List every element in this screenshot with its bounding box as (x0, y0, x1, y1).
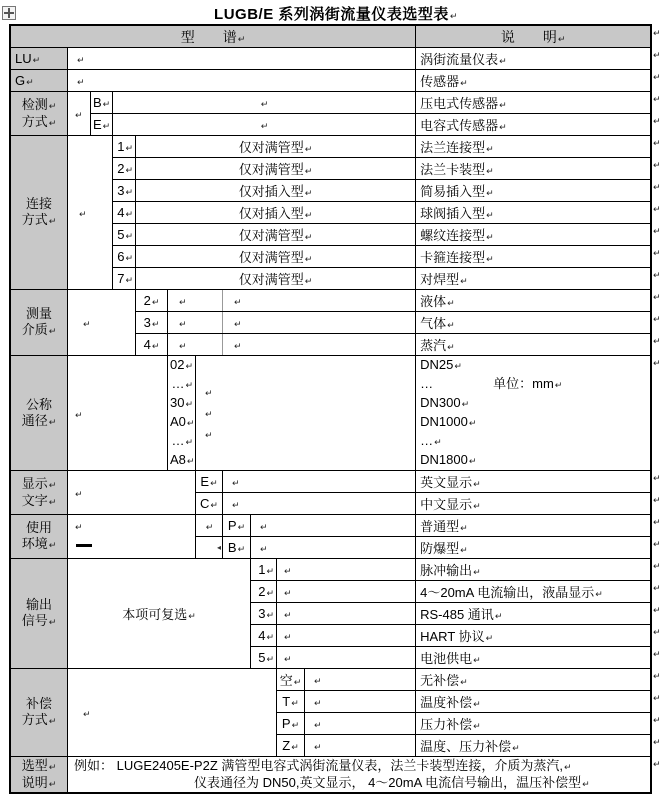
description-cell: 液体↵ (416, 290, 651, 312)
description-cell: 温度补偿↵ (416, 691, 651, 713)
code-cell: 仅对插入型↵ (136, 180, 416, 202)
paragraph-mark-icon: ↵ (260, 522, 268, 532)
paragraph-mark-icon: ↵ (185, 361, 194, 371)
code-cell: C↵ (196, 493, 223, 515)
table-row-shuchu-0 (11, 559, 651, 581)
row-end-mark-icon: ↵ (653, 759, 661, 769)
description-cell: 压电式传感器↵ (416, 92, 651, 114)
paragraph-mark-icon: ↵ (595, 589, 603, 599)
paragraph-mark-icon: ↵ (205, 387, 213, 398)
paragraph-mark-icon: ↵ (473, 699, 481, 709)
paragraph-mark-icon: ↵ (232, 478, 240, 488)
table-row-lianjie-0 (11, 136, 651, 158)
paragraph-mark-icon: ↵ (291, 742, 299, 752)
paragraph-mark-icon: ↵ (314, 698, 322, 708)
page-title (0, 3, 672, 24)
description-cell: 蒸汽↵ (416, 334, 651, 356)
code-cell: 5↵ (251, 647, 277, 669)
paragraph-mark-icon: ↵ (185, 399, 194, 409)
code-cell: 仅对满管型↵ (136, 158, 416, 180)
paragraph-mark-icon: ↵ (314, 720, 322, 730)
code-cell: P↵ (277, 713, 305, 735)
paragraph-mark-icon: ↵ (291, 698, 299, 708)
format-mark-cell (113, 92, 416, 114)
description-cell: RS-485 通讯↵ (416, 603, 651, 625)
paragraph-mark-icon: ↵ (48, 540, 57, 550)
paragraph-mark-icon: ↵ (102, 121, 111, 131)
row-label: 补偿 方式↵ (11, 669, 68, 757)
code-cell: 仅对插入型↵ (136, 202, 416, 224)
description-cell: 涡街流量仪表↵ (416, 48, 651, 70)
paragraph-mark-icon: ↵ (125, 231, 133, 241)
row-end-mark-icon: ↵ (653, 28, 661, 38)
paragraph-mark-icon: ↵ (185, 380, 193, 390)
paragraph-mark-icon: ↵ (186, 418, 195, 428)
paragraph-mark-icon: ↵ (512, 743, 520, 753)
paragraph-mark-icon: ↵ (48, 326, 57, 336)
table-row-xuanxing-0 (11, 757, 651, 793)
row-end-mark-icon: ↵ (653, 182, 661, 192)
paragraph-mark-icon: ↵ (291, 720, 300, 730)
description-cell: 传感器↵ (416, 70, 651, 92)
row-end-mark-icon: ↵ (653, 204, 661, 214)
description-cell: 无补偿↵ (416, 669, 651, 691)
format-mark-cell (196, 515, 223, 537)
code-cell: 4↵ (113, 202, 136, 224)
paragraph-mark-icon: ↵ (125, 165, 133, 175)
row-end-mark-icon: ↵ (653, 473, 661, 483)
row-end-mark-icon: ↵ (653, 358, 661, 368)
paragraph-mark-icon: ↵ (304, 166, 313, 176)
paragraph-mark-icon: ↵ (205, 429, 213, 440)
paragraph-mark-icon: ↵ (125, 275, 133, 285)
row-end-mark-icon: ↵ (653, 495, 661, 505)
code-cell: 3↵ (136, 312, 168, 334)
paragraph-mark-icon: ↵ (205, 408, 213, 419)
format-mark-cell (68, 290, 136, 356)
paragraph-mark-icon: ↵ (557, 33, 566, 44)
paragraph-mark-icon: ↵ (151, 341, 160, 351)
description-cell: 卡箍连接型↵ (416, 246, 651, 268)
paragraph-mark-icon: ↵ (125, 209, 133, 219)
code-cell: 4↵ (251, 625, 277, 647)
format-mark-cell (223, 471, 416, 493)
paragraph-mark-icon: ↵ (485, 633, 494, 643)
table-row-lu-0 (11, 48, 651, 70)
paragraph-mark-icon: ↵ (314, 676, 322, 686)
paragraph-mark-icon: ↵ (48, 416, 57, 427)
paragraph-mark-icon: ↵ (77, 55, 85, 65)
format-mark-cell (68, 48, 416, 70)
paragraph-mark-icon: ↵ (77, 77, 85, 87)
paragraph-mark-icon: ↵ (499, 122, 507, 132)
paragraph-mark-icon: ↵ (266, 588, 274, 598)
code-cell: 2↵ (136, 290, 168, 312)
paragraph-mark-icon: ↵ (284, 566, 292, 576)
paragraph-mark-icon: ↵ (486, 254, 494, 264)
code-cell: 2↵ (113, 158, 136, 180)
row-end-mark-icon: ↵ (653, 715, 661, 725)
paragraph-mark-icon: ↵ (284, 610, 292, 620)
paragraph-mark-icon: ↵ (486, 166, 494, 176)
description-cell: 脉冲输出↵ (416, 559, 651, 581)
format-mark-cell (68, 471, 196, 515)
description-cell: 普通型↵ (416, 515, 651, 537)
paragraph-mark-icon: ↵ (125, 187, 133, 197)
paragraph-mark-icon: ↵ (564, 761, 572, 772)
paragraph-mark-icon: ↵ (266, 632, 274, 642)
format-mark-cell (251, 537, 416, 559)
paragraph-mark-icon: ↵ (304, 254, 313, 264)
table-row-buchang-0 (11, 669, 651, 691)
paragraph-mark-icon: ↵ (48, 496, 57, 507)
paragraph-mark-icon: ↵ (460, 78, 468, 88)
paragraph-mark-icon: ↵ (494, 611, 503, 621)
format-mark-cell (68, 136, 113, 290)
paragraph-mark-icon: ↵ (75, 522, 83, 532)
format-mark-cell (68, 92, 91, 136)
table-row-jiezhi-0 (11, 290, 651, 312)
paragraph-mark-icon: ↵ (48, 100, 57, 111)
format-mark-cell (277, 581, 416, 603)
row-label: 使用 环境↵ (11, 515, 68, 559)
format-mark-cell (305, 691, 416, 713)
description-cell: 对焊型↵ (416, 268, 651, 290)
table-row-g-0 (11, 70, 651, 92)
row-end-mark-icon: ↵ (653, 561, 661, 571)
paragraph-mark-icon: ↵ (266, 566, 274, 576)
row-end-mark-icon: ↵ (653, 671, 661, 681)
paragraph-mark-icon: ↵ (434, 437, 442, 447)
row-end-mark-icon: ↵ (653, 292, 661, 302)
code-cell: B↵ (223, 537, 251, 559)
code-cell: 2↵ (251, 581, 277, 603)
description-cell: 电池供电↵ (416, 647, 651, 669)
row-label: 输出 信号↵ (11, 559, 68, 669)
description-cell: 电容式传感器↵ (416, 114, 651, 136)
format-mark-cell (277, 603, 416, 625)
table-row-jiance-1 (11, 114, 651, 136)
dash-mark-icon (76, 544, 92, 547)
table-row-shiyong-0 (11, 515, 651, 537)
description-cell: 压力补偿↵ (416, 713, 651, 735)
row-end-mark-icon: ↵ (653, 693, 661, 703)
paragraph-mark-icon: ↵ (304, 144, 313, 154)
paragraph-mark-icon: ↵ (210, 478, 218, 488)
paragraph-mark-icon: ↵ (210, 500, 218, 510)
paragraph-mark-icon: ↵ (79, 209, 87, 219)
paragraph-mark-icon: ↵ (293, 677, 302, 687)
paragraph-mark-icon: ↵ (102, 99, 111, 109)
paragraph-mark-icon: ↵ (473, 567, 481, 577)
paragraph-mark-icon: ↵ (486, 232, 494, 242)
paragraph-mark-icon: ↵ (179, 319, 187, 329)
paragraph-mark-icon: ↵ (460, 276, 468, 286)
paragraph-mark-icon: ↵ (125, 253, 133, 263)
paragraph-mark-icon: ↵ (284, 632, 292, 642)
description-cell: 法兰卡装型↵ (416, 158, 651, 180)
format-mark-cell (196, 356, 416, 471)
paragraph-mark-icon: ↵ (468, 456, 477, 466)
row-end-mark-icon: ↵ (653, 160, 661, 170)
format-mark-cell (68, 356, 168, 471)
paragraph-mark-icon: ↵ (460, 545, 468, 555)
code-cell: 6↵ (113, 246, 136, 268)
format-mark-cell (305, 713, 416, 735)
paragraph-mark-icon: ↵ (48, 117, 57, 128)
paragraph-mark-icon: ↵ (205, 522, 214, 532)
code-cell: 空↵ (277, 669, 305, 691)
paragraph-mark-icon: ↵ (314, 742, 322, 752)
paragraph-mark-icon: ↵ (260, 99, 269, 109)
paragraph-mark-icon: ↵ (473, 479, 481, 489)
paragraph-mark-icon: ↵ (151, 297, 160, 307)
paragraph-mark-icon: ↵ (447, 342, 455, 352)
format-mark-cell (277, 625, 416, 647)
paragraph-mark-icon: ↵ (304, 188, 313, 198)
paragraph-mark-icon: ↵ (48, 716, 57, 726)
code-cell: 1↵ (113, 136, 136, 158)
paragraph-mark-icon: ↵ (48, 778, 57, 789)
code-cell: 3↵ (113, 180, 136, 202)
description-cell: 防爆型↵ (416, 537, 651, 559)
code-cell: P↵ (223, 515, 251, 537)
description-cell: 法兰连接型↵ (416, 136, 651, 158)
format-mark-cell (223, 312, 416, 334)
code-cell: 仅对满管型↵ (136, 246, 416, 268)
code-cell: T↵ (277, 691, 305, 713)
paragraph-mark-icon: ↵ (468, 418, 477, 428)
row-end-mark-icon: ↵ (653, 649, 661, 659)
row-label: 说 明↵ (416, 26, 651, 48)
row-label: 检测↵ 方式↵ (11, 92, 68, 136)
paragraph-mark-icon: ↵ (554, 380, 563, 390)
format-mark-cell (68, 70, 416, 92)
paragraph-mark-icon: ↵ (447, 298, 455, 308)
format-mark-cell: ◂ (196, 537, 223, 559)
paragraph-mark-icon: ↵ (473, 721, 481, 731)
paragraph-mark-icon: ↵ (260, 121, 269, 131)
paragraph-mark-icon: ↵ (260, 544, 268, 554)
selection-table (10, 25, 651, 793)
description-cell: 球阀插入型↵ (416, 202, 651, 224)
paragraph-mark-icon: ↵ (284, 588, 292, 598)
paragraph-mark-icon: ↵ (186, 456, 195, 466)
paragraph-mark-icon: ↵ (151, 319, 160, 329)
row-end-mark-icon: ↵ (653, 627, 661, 637)
paragraph-mark-icon: ↵ (75, 489, 83, 499)
paragraph-mark-icon: ↵ (234, 341, 242, 351)
paragraph-mark-icon: ↵ (460, 677, 468, 687)
paragraph-mark-icon: ↵ (266, 610, 274, 620)
row-label: 型 谱↵ (11, 26, 416, 48)
paragraph-mark-icon: ↵ (48, 479, 57, 490)
paragraph-mark-icon: ↵ (473, 501, 481, 511)
paragraph-mark-icon: ↵ (449, 11, 458, 21)
paragraph-mark-icon: ↵ (179, 341, 187, 351)
paragraph-mark-icon: ↵ (83, 709, 91, 719)
format-mark-cell (277, 647, 416, 669)
row-label: 测量 介质↵ (11, 290, 68, 356)
paragraph-mark-icon: ↵ (234, 319, 242, 329)
paragraph-mark-icon: ↵ (486, 188, 494, 198)
paragraph-mark-icon: ↵ (499, 56, 507, 66)
row-end-mark-icon: ↵ (653, 539, 661, 549)
code-cell: 仅对满管型↵ (136, 136, 416, 158)
code-cell: 02↵ …↵ 30↵ A0↵ …↵ A8↵ (168, 356, 196, 471)
description-cell: 螺纹连接型↵ (416, 224, 651, 246)
paragraph-mark-icon: ↵ (48, 617, 57, 627)
row-end-mark-icon: ↵ (653, 737, 661, 747)
paragraph-mark-icon: ↵ (75, 110, 83, 120)
format-mark-cell (305, 735, 416, 757)
row-end-mark-icon: ↵ (653, 138, 661, 148)
paragraph-mark-icon: ↵ (582, 778, 590, 789)
paragraph-mark-icon: ↵ (26, 77, 34, 87)
paragraph-mark-icon: ↵ (188, 611, 196, 621)
paragraph-mark-icon: ↵ (125, 143, 133, 153)
format-mark-cell (168, 334, 223, 356)
row-end-mark-icon: ↵ (653, 314, 661, 324)
selection-table-wrapper (9, 24, 652, 794)
description-cell: 英文显示↵ (416, 471, 651, 493)
code-cell: 4↵ (136, 334, 168, 356)
format-mark-cell (223, 493, 416, 515)
description-cell: HART 协议↵ (416, 625, 651, 647)
code-cell: 5↵ (113, 224, 136, 246)
row-end-mark-icon: ↵ (653, 72, 661, 82)
paragraph-mark-icon: ↵ (237, 33, 246, 44)
row-label: LU↵ (11, 48, 68, 70)
code-cell: E↵ (196, 471, 223, 493)
code-cell: 例如： LUGE2405E-P2Z 满管型电容式涡街流量仪表，法兰卡装型连接，介质为蒸汽,↵ 仪表通径为 DN50,英文显示， 4～20mA 电流信号输出，温压补偿型↵ (68, 757, 651, 793)
paragraph-mark-icon: ↵ (454, 361, 462, 371)
format-mark-cell (168, 290, 223, 312)
row-label: 公称 通径↵ (11, 356, 68, 471)
code-cell: 3↵ (251, 603, 277, 625)
row-end-mark-icon: ↵ (653, 226, 661, 236)
row-label: G↵ (11, 70, 68, 92)
table-row-header-0 (11, 26, 651, 48)
code-cell: 1↵ (251, 559, 277, 581)
page-title-text: LUGB/E 系列涡街流量仪表选型表 (214, 6, 449, 23)
code-cell: Z↵ (277, 735, 305, 757)
format-mark-cell (113, 114, 416, 136)
format-mark-cell (68, 515, 196, 559)
paragraph-mark-icon: ↵ (234, 297, 242, 307)
description-cell: 温度、压力补偿↵ (416, 735, 651, 757)
row-label: 选型↵ 说明↵ (11, 757, 68, 793)
description-cell: 简易插入型↵ (416, 180, 651, 202)
code-cell: 仅对满管型↵ (136, 268, 416, 290)
table-row-jiance-0 (11, 92, 651, 114)
paragraph-mark-icon: ↵ (304, 232, 313, 242)
paragraph-mark-icon: ↵ (83, 319, 91, 329)
description-cell: 中文显示↵ (416, 493, 651, 515)
row-end-mark-icon: ↵ (653, 336, 661, 346)
row-end-mark-icon: ↵ (653, 270, 661, 280)
paragraph-mark-icon: ↵ (473, 655, 481, 665)
code-cell: 本项可复选↵ (68, 559, 251, 669)
paragraph-mark-icon: ↵ (48, 761, 57, 772)
row-end-mark-icon: ↵ (653, 50, 661, 60)
paragraph-mark-icon: ↵ (237, 522, 246, 532)
paragraph-mark-icon: ↵ (486, 144, 494, 154)
row-end-mark-icon: ↵ (653, 94, 661, 104)
table-row-xianshi-0 (11, 471, 651, 493)
paragraph-mark-icon: ↵ (460, 523, 468, 533)
row-end-mark-icon: ↵ (653, 116, 661, 126)
row-end-mark-icon: ↵ (653, 517, 661, 527)
format-mark-cell (68, 669, 277, 757)
row-end-mark-icon: ↵ (653, 248, 661, 258)
description-cell: DN25↵ … 单位：mm↵ DN300↵ DN1000↵ …↵ DN1800↵ (416, 356, 651, 471)
paragraph-mark-icon: ↵ (284, 654, 292, 664)
format-mark-cell (168, 312, 223, 334)
paragraph-mark-icon: ↵ (461, 399, 470, 409)
format-mark-cell (305, 669, 416, 691)
paragraph-mark-icon: ↵ (32, 55, 41, 65)
paragraph-mark-icon: ↵ (237, 544, 246, 554)
paragraph-mark-icon: ↵ (447, 320, 455, 330)
code-cell: E↵ (91, 114, 113, 136)
format-mark-cell (223, 290, 416, 312)
paragraph-mark-icon: ↵ (499, 100, 507, 110)
row-label: 显示↵ 文字↵ (11, 471, 68, 515)
row-end-mark-icon: ↵ (653, 583, 661, 593)
paragraph-mark-icon: ↵ (304, 210, 313, 220)
paragraph-mark-icon: ↵ (304, 276, 313, 286)
paragraph-mark-icon: ↵ (486, 210, 494, 220)
description-cell: 4～20mA 电流输出，液晶显示↵ (416, 581, 651, 603)
format-mark-cell (277, 559, 416, 581)
format-mark-cell (251, 515, 416, 537)
format-mark-cell (223, 334, 416, 356)
paragraph-mark-icon: ↵ (232, 500, 240, 510)
code-cell: 仅对满管型↵ (136, 224, 416, 246)
description-cell: 气体↵ (416, 312, 651, 334)
row-end-mark-icon: ↵ (653, 605, 661, 615)
code-cell: B↵ (91, 92, 113, 114)
code-cell: 7↵ (113, 268, 136, 290)
paragraph-mark-icon: ↵ (179, 297, 187, 307)
paragraph-mark-icon: ↵ (48, 216, 57, 226)
row-label: 连接 方式↵ (11, 136, 68, 290)
paragraph-mark-icon: ↵ (75, 409, 83, 420)
paragraph-mark-icon: ↵ (185, 437, 193, 447)
table-row-gongcheng-0 (11, 356, 651, 471)
paragraph-mark-icon: ↵ (266, 654, 274, 664)
